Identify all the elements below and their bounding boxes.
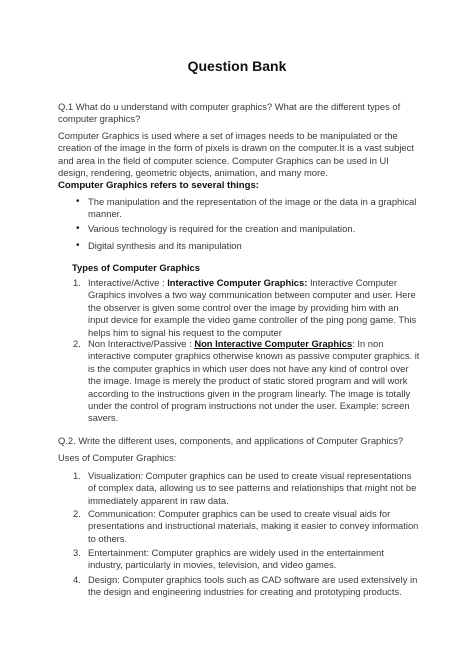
type-text: : In non interactive computer graphics otherwise known as passive computer graphics. it is the computer graphics in which user does not have any kind of control over the image. Image is merely the product of static stored program and will work according to the instructions given in the program linearly. The image is totally under the control of program instructions not under the user. Example: screen savers.: [88, 338, 420, 424]
types-heading: Types of Computer Graphics: [72, 262, 200, 273]
use-item: Visualization: Computer graphics can be used to create visual representations of complex data, allowing us to see patterns and relationships that might not be immediately apparent in raw data.: [88, 470, 417, 506]
bullet-item: Digital synthesis and its manipulation: [88, 240, 242, 251]
refers-heading: Computer Graphics refers to several things:: [58, 180, 259, 191]
list-number: 1.: [73, 277, 81, 288]
use-item: Entertainment: Computer graphics are widely used in the entertainment industry, particularly in movies, television, and video games.: [88, 547, 384, 571]
list-number: 1.: [73, 470, 81, 481]
list-number: 2.: [73, 508, 81, 519]
type-prefix: Interactive/Active :: [88, 277, 168, 288]
list-number: 3.: [73, 547, 81, 558]
page-title: Question Bank: [187, 58, 287, 74]
type-item: [88, 338, 420, 425]
list-number: 2.: [73, 338, 81, 349]
question-2: Q.2. Write the different uses, components, and applications of Computer Graphics?: [58, 435, 404, 446]
bullet-item: The manipulation and the representation of the image or the data in a graphical manner.: [88, 196, 417, 220]
type-prefix: Non Interactive/Passive :: [88, 338, 195, 349]
type-item: [88, 277, 420, 339]
bullet-item: Various technology is required for the creation and manipulation.: [88, 223, 356, 234]
intro-paragraph: Computer Graphics is used where a set of images needs to be manipulated or the creation of the image in the form of pixels is drawn on the computer.It is a vast subject and area in the field of computer science. Computer Graphics can be used in UI design, rendering, geometric objects, animation, and many more.: [58, 130, 414, 179]
question-1: Q.1 What do u understand with computer graphics? What are the different types of computer graphics?: [58, 101, 401, 125]
bullet-icon: •: [76, 196, 80, 207]
use-item: Communication: Computer graphics can be used to create visual aids for presentations and instructional materials, making it easier to convey information to others.: [88, 508, 419, 544]
uses-heading: Uses of Computer Graphics:: [58, 452, 177, 463]
use-item: Design: Computer graphics tools such as CAD software are used extensively in the design and engineering industries for creating and prototyping products.: [88, 574, 418, 598]
type-text: Interactive Computer Graphics involves a two way communication between computer and user. Here the observer is given some control over the image by providing him with an input device for example the video game controller of the ping pong game. This helps him to signal his request to the computer: [88, 277, 417, 338]
bullet-icon: •: [76, 240, 80, 251]
list-number: 4.: [73, 574, 81, 585]
bullet-icon: •: [76, 223, 80, 234]
type-term: Interactive Computer Graphics:: [167, 277, 308, 288]
type-term: Non Interactive Computer Graphics: [194, 338, 353, 349]
